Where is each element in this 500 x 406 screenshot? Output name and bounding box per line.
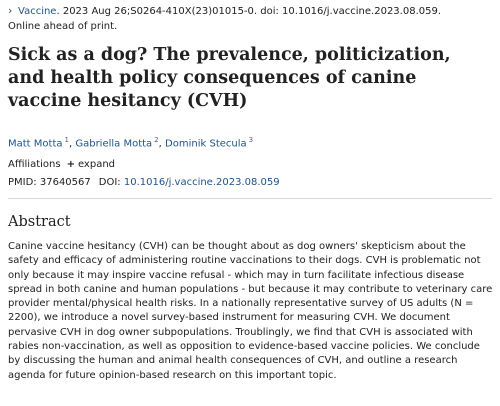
affiliation-ref[interactable]: 3 (248, 136, 254, 144)
divider (8, 198, 492, 199)
citation-details: . 2023 Aug 26;S0264-410X(23)01015-0. doi: 10.1016/j.vaccine.2023.08.059. (56, 6, 442, 17)
chevron-right-icon[interactable]: › (8, 4, 13, 17)
journal-link[interactable]: Vaccine (18, 6, 57, 17)
doi-link[interactable]: 10.1016/j.vaccine.2023.08.059 (123, 177, 280, 188)
author-link[interactable]: Dominik Stecula (165, 138, 247, 150)
citation-line (8, 4, 441, 19)
affiliation-ref[interactable]: 1 (64, 136, 69, 144)
article-identifiers (8, 176, 280, 190)
doi-label: DOI: (98, 177, 121, 188)
author-link[interactable]: Matt Motta (8, 138, 63, 150)
plus-icon[interactable]: + (66, 159, 75, 170)
abstract-heading: Abstract (8, 214, 71, 230)
article-title: Sick as a dog? The prevalence, politicization, and health policy consequences of canine vaccine hesitancy (CVH) (8, 45, 451, 111)
expand-label[interactable]: expand (77, 159, 116, 170)
affiliation-ref[interactable]: 2 (154, 136, 159, 144)
publication-status: Online ahead of print. (8, 21, 118, 32)
abstract-text: Canine vaccine hesitancy (CVH) can be thought about as dog owners' skepticism about the safety and efficacy of administering routine vaccinations to their dogs. CVH is problematic not only because it may inspire vaccine refusal - which may in turn facilitate infectious disease spread in both canine and human populations - but because it may contribute to veterinary care provider mental/physical health risks. In a nationally representative survey of US adults (N = 2200), we introduce a novel survey-based instrument for measuring CVH. We document pervasive CVH in dog owner subpopulations. Troublingly, we find that CVH is associated with rabies non-vaccination, as well as opposition to evidence-based vaccine policies. We conclude by discussing the human and animal health consequences of CVH, and outline a research agenda for future opinion-based research on this important topic. (8, 241, 493, 381)
author-link[interactable]: Gabriella Motta (75, 138, 153, 150)
author-list: Matt Motta $^1$, Gabriella Motta $^2$, Dominik Stecula $^3$ (8, 136, 254, 150)
affiliations-label: Affiliations (8, 159, 61, 170)
pmid: PMID: 37640567 (8, 177, 91, 188)
affiliations-toggle[interactable] (8, 158, 115, 172)
